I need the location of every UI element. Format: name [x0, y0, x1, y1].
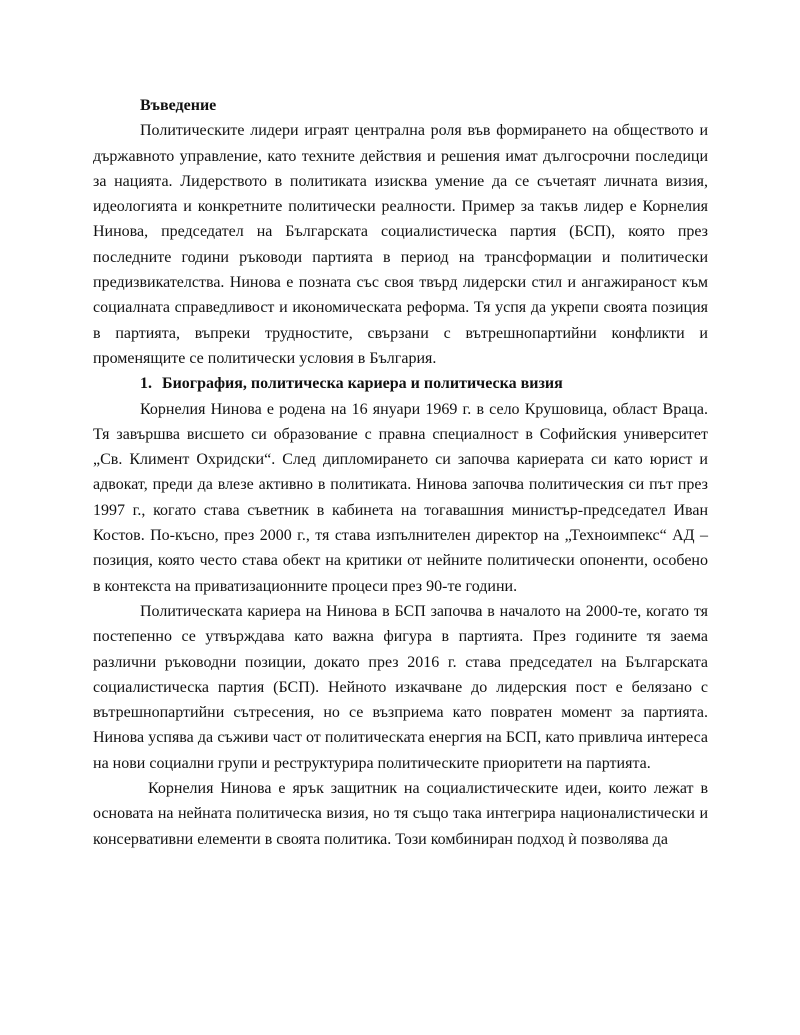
biography-paragraph: Корнелия Нинова е родена на 16 януари 1969 г. в село Крушовица, област Враца. Тя завършва висшето си образование с правна специалност в Софийския университет „Св. Климент Охридски“. След дипломирането си започва кариерата си като юрист и адвокат, преди да влезе активно в политиката. Нинова започва политическия си път през 1997 г., когато става съветник в кабинета на тогавашния министър-председател Иван Костов. По-късно, през 2000 г., тя става изпълнителен директор на „Техноимпекс“ АД – позиция, която често става обект на критики от нейните политически опоненти, особено в контекста на приватизационните процеси през 90-те години.	[93, 400, 708, 595]
career-paragraph: Политическата кариера на Нинова в БСП започва в началото на 2000-те, когато тя постепенно се утвърждава като важна фигура в партията. През годините тя заема различни ръководни позиции, докато през 2016 г. става председател на Българската социалистическа партия (БСП). Нейното изкачване до лидерския пост е белязано с вътрешнопартийни сътресения, но се възприема като повратен момент за партията. Нинова успява да съживи част от политическата енергия на БСП, като привлича интереса на нови социални групи и реструктурира политическите приоритети на партията.	[93, 602, 708, 772]
intro-paragraph: Политическите лидери играят централна роля във формирането на обществото и държавното управление, като техните действия и решения имат дългосрочни последици за нацията. Лидерството в политиката изисква умение да се съчетаят личната визия, идеологията и конкретните политически реалности. Пример за такъв лидер е Корнелия Нинова, председател на Българската социалистическа партия (БСП), която през последните години ръководи партията в период на трансформации и политически предизвикателства. Нинова е позната със своя твърд лидерски стил и ангажираност към социалната справедливост и икономическата реформа. Тя успя да укрепи своята позиция в партията, въпреки трудностите, свързани с вътрешнопартийни конфликти и променящите се политически условия в България.	[93, 122, 708, 367]
section-1-number: 1.	[140, 375, 152, 393]
section-1-title: Биография, политическа кариера и политическа визия	[162, 375, 563, 393]
section-1-heading	[93, 371, 708, 396]
intro-heading: Въведение	[140, 97, 217, 114]
vision-paragraph: Корнелия Нинова е ярък защитник на социалистическите идеи, които лежат в основата на нейната политическа визия, но тя също така интегрира националистически и консервативни елементи в своята политика. Този комбиниран подход ѝ позволява да	[93, 780, 708, 848]
document-body	[93, 93, 708, 852]
